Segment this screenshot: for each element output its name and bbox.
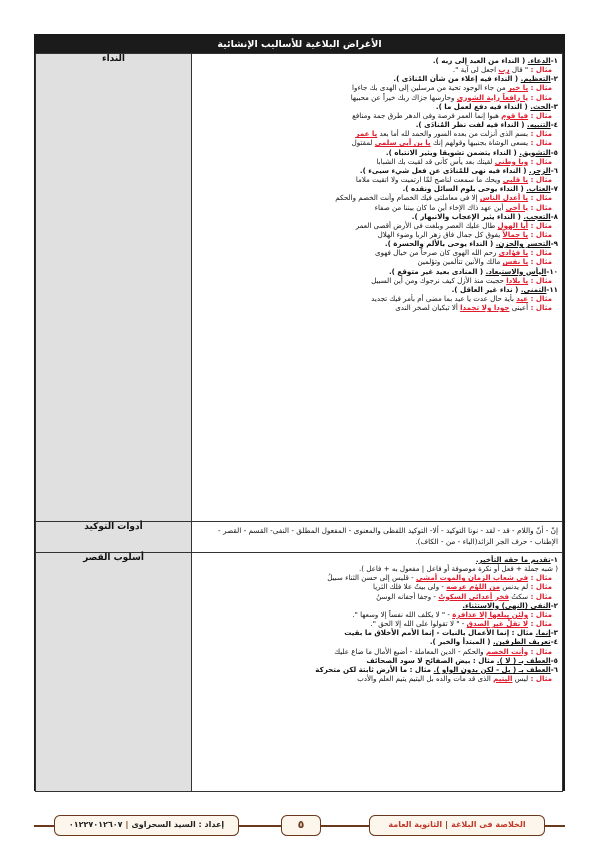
nida-content — [192, 54, 563, 522]
qasr-content — [192, 553, 563, 792]
example-text: أين عهد ذاك الإخاء أين ما كان بيننا من صفاء — [374, 202, 506, 212]
rhetoric-item — [198, 628, 558, 637]
example-line — [198, 619, 558, 628]
example-label: مثال : — [528, 83, 552, 93]
item-number: ٨- — [550, 211, 558, 221]
example-highlight: يا عمر — [355, 129, 378, 139]
example-text: - قليس إلى حسن الثناء سبيلُ — [327, 573, 416, 583]
example-highlight: يا فؤادى — [498, 248, 529, 258]
rhetoric-item — [198, 637, 558, 646]
item-title: التعظيم. — [520, 74, 551, 84]
item-title: النفى (النهى) والاستثناء. — [462, 600, 551, 610]
example-label: مثال : — [528, 619, 552, 629]
example-line — [198, 157, 558, 166]
item-description: ( النداء يوحى بالألم والحسرة ). — [384, 239, 496, 249]
item-title: تعريف الطرفين. — [493, 637, 551, 647]
footer-book-name: الخلاصة فى البلاغة — [451, 820, 526, 829]
example-line — [198, 248, 558, 257]
example-highlight: ولئن يبلغها إلا عذافرة — [452, 609, 529, 619]
example-line — [198, 257, 558, 266]
page-sheet — [34, 34, 565, 791]
footer-separator: | — [125, 820, 129, 829]
example-line — [198, 65, 558, 74]
item-number: ٩- — [550, 239, 558, 249]
example-label: مثال : — [528, 229, 552, 239]
item-number: ٦- — [550, 165, 558, 175]
section-row-qasr — [36, 553, 563, 792]
item-description: ( النداء يثير الإعجاب والانبهار ). — [411, 211, 524, 221]
example-label: مثال : — [528, 674, 552, 684]
item-number: ٤- — [550, 637, 558, 647]
taukid-content — [192, 522, 563, 553]
example-text: لقيتك بعد يأس كأنى قد لقيت بك الشبابا — [376, 156, 495, 166]
example-text: - " لا تقولوا على الله إلا الحق ". — [370, 619, 467, 629]
rhetoric-item — [198, 656, 558, 665]
example-line — [198, 93, 558, 102]
example-label: مثال : — [528, 275, 552, 285]
example-text: والحكم - الدين المعاملة - أضيع الأمال ما ضاع عليك — [334, 646, 486, 656]
item-number: ٢- — [550, 600, 558, 610]
example-label: مثال : — [528, 110, 552, 120]
example-label: مثال : — [528, 582, 552, 592]
example-line — [198, 582, 558, 591]
page-title: الأغراض البلاغية للأساليب الإنشائية — [36, 36, 563, 53]
example-highlight: أيا الهول — [497, 220, 529, 230]
example-label: مثال : — [528, 92, 552, 102]
example-line — [198, 610, 558, 619]
item-number: ١- — [550, 56, 558, 65]
example-line — [198, 294, 558, 303]
rhetoric-item — [198, 184, 558, 193]
example-highlight: فى شعاب الزمان والموت أمشى — [415, 573, 529, 583]
item-description: ( النداء من العبد إلى ربه ). — [432, 56, 528, 65]
example-text: حجبت منذ الأزل كيف نرجوك ومن أين السبيل — [371, 275, 507, 285]
item-number: ٦- — [550, 664, 558, 674]
example-text: ألا تبكيان لصخر الندى — [395, 303, 461, 313]
page-footer — [34, 815, 565, 837]
example-highlight: يا جمالاً — [502, 229, 529, 239]
rhetoric-item — [198, 56, 558, 65]
example-text: لمقتول — [351, 138, 375, 148]
rhetoric-item — [198, 239, 558, 248]
example-label: مثال : — [528, 609, 552, 619]
example-label: مثال : — [528, 156, 552, 166]
example-text: مالك والأنين تتألمين وتؤلمين — [417, 257, 503, 267]
example-text: إلا فى معاملتى فيك الخصام وأنت الخصم والحكم — [335, 193, 480, 203]
example-highlight: يا نفس — [502, 257, 529, 267]
item-number: ٢- — [550, 74, 558, 84]
rhetoric-item — [198, 166, 558, 175]
example-line — [198, 276, 558, 285]
example-text: يفوق كل جمال فاق زهر الربا وضوء الهلال — [377, 229, 503, 239]
item-description: مثال : بيض الصفائح لا سود الصحائف — [366, 655, 497, 665]
rhetoric-item — [198, 120, 558, 129]
item-title: العطف بـ ( لا ). — [496, 655, 551, 665]
example-text: من جاء الوجود تحية من مرسلين إلى الهدى بك جاءوا — [352, 83, 508, 93]
item-description: ( النداء فيه إعلاء من شأن المُنادَى ). — [393, 74, 521, 84]
example-highlight: يا قلبى — [502, 175, 529, 185]
example-text: - وجفا أجفانه الوسنُ — [376, 591, 439, 601]
example-line — [198, 111, 558, 120]
example-text: ويحك ما سمعت لناصح لمّا ارتميت ولا اتقيت ملاما — [355, 175, 503, 185]
item-title: التشويق. — [519, 147, 551, 157]
item-description: ( النداء يوحى بلوم السائل ونقده ). — [402, 184, 527, 194]
example-text: لم يدنس — [500, 582, 529, 592]
rhetoric-item — [198, 665, 558, 674]
item-title: التحسر والحزن. — [495, 239, 551, 249]
rhetoric-item — [198, 285, 558, 294]
example-text: بأية حال عدت يا عيد بما مضى أم بأمر فيك تجديد — [371, 294, 517, 304]
item-title: تقديم ما حقه التأخير. — [475, 555, 551, 564]
footer-separator: | — [445, 820, 449, 829]
example-highlight: وأنت الخصم — [485, 646, 529, 656]
item-title: اليأس والاستبعاد. — [485, 266, 547, 276]
footer-phone: ٠١٢٢٧٠١٢٦٠٧ — [68, 820, 123, 829]
item-description: مثال : إنما الأعمال بالنيات - إنما الأمم الأخلاق ما بقيت — [344, 628, 536, 638]
example-line — [198, 175, 558, 184]
example-text: اجعل لى آية ". — [452, 65, 499, 75]
example-highlight: يا بلادا — [506, 275, 529, 285]
example-line — [198, 674, 558, 683]
example-line — [198, 230, 558, 239]
item-number: ٤- — [550, 120, 558, 130]
example-text: بسم الذى أنزلت من بعده السور والحمد لله أما بعد — [377, 129, 529, 139]
example-label: مثال : — [528, 65, 552, 75]
item-title: العطف بـ ( بل - لكن بدون الواو ). — [433, 664, 551, 674]
item-number: ١١- — [546, 284, 558, 294]
item-title: التنبيه. — [527, 120, 551, 130]
example-label: مثال : — [528, 303, 552, 313]
rhetoric-item — [198, 212, 558, 221]
example-label: مثال : — [528, 294, 552, 304]
example-highlight: جودا ولا تجمدا — [460, 303, 510, 313]
example-text: هبوا إنما العمر فرصة وفى الدهر طرق جمة ومنافع — [352, 110, 502, 120]
example-label: مثال : — [528, 248, 552, 258]
example-highlight: يا رافعاً راية الشورى — [456, 92, 529, 102]
example-highlight: يا بن أبى سلمى — [374, 138, 431, 148]
item-title: التمنى. — [520, 284, 547, 294]
item-description: ( النداء يتضمن تشويقا ويثير الانتباه ). — [385, 147, 520, 157]
rhetoric-item — [198, 267, 558, 276]
example-text: سكتُ — [509, 591, 529, 601]
example-line — [198, 303, 558, 312]
item-description: مثال : ما الأرض ثابتة لكن متحركة — [315, 664, 434, 674]
item-number: ٥- — [550, 655, 558, 665]
item-number: ١- — [550, 555, 558, 564]
example-label: مثال : — [528, 573, 552, 583]
example-highlight: عيد — [516, 294, 529, 304]
item-description: ( المبتدأ والخبر ). — [429, 637, 493, 647]
footer-author: إعداد : السيد السحراوى — [131, 820, 225, 829]
item-title: الحث. — [530, 101, 551, 111]
item-number: ١٠- — [546, 266, 558, 276]
example-line — [198, 83, 558, 92]
example-line — [198, 592, 558, 601]
example-text: أعينى — [509, 303, 529, 313]
example-highlight: لا تقلْ غير الصدق — [466, 619, 529, 629]
item-number: ٣- — [550, 101, 558, 111]
example-line — [198, 129, 558, 138]
example-highlight: فخر أعدائى السكوتُ — [438, 591, 510, 601]
example-label: مثال : — [528, 257, 552, 267]
footer-author-box — [54, 815, 239, 836]
section-label-taukid: أدوات التوكيد — [36, 522, 192, 553]
item-number: ٥- — [550, 147, 558, 157]
example-text: ليس — [512, 674, 529, 684]
example-label: مثال : — [528, 646, 552, 656]
example-label: مثال : — [528, 202, 552, 212]
section-label-qasr: أسلوب القصر — [36, 553, 192, 792]
example-highlight: يا أعدل الناس — [479, 193, 529, 203]
example-line — [198, 221, 558, 230]
item-description: ( النداء فيه لفت نظر المُنادَى ). — [415, 120, 528, 130]
example-text: وحارسها جزاك ربك خيراً عن محبيها — [350, 92, 457, 102]
example-label: مثال : — [528, 138, 552, 148]
example-highlight: من اللؤم عرضه — [446, 582, 500, 592]
rhetoric-item — [198, 601, 558, 610]
rule-line — [198, 564, 558, 573]
example-highlight: فيا قوم — [501, 110, 529, 120]
example-line — [198, 193, 558, 202]
example-line — [198, 647, 558, 656]
rhetoric-item — [198, 102, 558, 111]
footer-book-title — [369, 815, 545, 836]
example-label: مثال : — [528, 193, 552, 203]
example-label: مثال : — [528, 220, 552, 230]
rhetoric-item — [198, 74, 558, 83]
content-table — [35, 53, 563, 792]
item-description: ( نداء غير العاقل ). — [451, 284, 521, 294]
item-description: ( النداء فيه دفع لعمل ما ). — [435, 101, 531, 111]
taukid-text: إنّ - أنّ واللام - قد - لقد - نونا التوكيد - ألا- التوكيد اللفظى والمعنوى - المفعول المطلق - النفى- القسم - القصر - الإطناب - حرف الجر الزائد(الباء - من - الكاف). — [218, 526, 558, 546]
rule-text: ( شبه جملة + فعل أو نكرة موصوفة أو فاعل | مفعول به + فاعل ). — [359, 564, 558, 574]
rhetoric-item — [198, 148, 558, 157]
example-line — [198, 203, 558, 212]
example-highlight: يا خير — [507, 83, 529, 93]
example-text: رحم الله الهوى كان صرحاً من خيال فهوى — [375, 248, 499, 258]
section-row-nida — [36, 54, 563, 522]
example-label: مثال : — [528, 175, 552, 185]
section-row-taukid — [36, 522, 563, 553]
item-title: إنما. — [535, 628, 551, 638]
item-number: ٣- — [550, 628, 558, 638]
page-number: ٥ — [281, 815, 321, 836]
item-description: ( النداء فيه نهى للمُنادَى عن فعل شيء سيىء ). — [359, 165, 529, 175]
example-label: مثال : — [528, 129, 552, 139]
example-line — [198, 573, 558, 582]
item-description: ( المنادى بعيد غير متوقع ). — [388, 266, 486, 276]
example-text: طال عليك العصر وبلغت فى الأرض أقصى العمر — [355, 220, 498, 230]
rhetoric-item — [198, 555, 558, 564]
example-highlight: رب — [498, 65, 510, 75]
example-highlight: ويا وطنى — [494, 156, 529, 166]
example-text: يسعى الوشاة بجنبيها وقولهم إنك — [430, 138, 529, 148]
item-title: التعجب. — [523, 211, 551, 221]
example-label: مثال : — [528, 591, 552, 601]
example-highlight: يا أخى — [505, 202, 529, 212]
item-title: الزجر. — [528, 165, 551, 175]
example-text: - " لا يكلف الله نفساً إلا وسعها ". — [352, 609, 453, 619]
example-highlight: اليتيم — [493, 674, 513, 684]
item-title: الدعاء. — [527, 56, 551, 65]
example-text: الذى قد مات والده بل اليتيم يتيم العلم والأدب — [357, 674, 494, 684]
example-line — [198, 138, 558, 147]
example-text: - ولى بيتٌ علا فلك الثريا — [373, 582, 447, 592]
footer-book-level: الثانوية العامة — [388, 820, 443, 829]
item-number: ٧- — [550, 184, 558, 194]
example-text: " قال — [509, 65, 529, 75]
section-label-nida: النداء — [36, 54, 192, 522]
item-title: العتاب. — [526, 184, 551, 194]
